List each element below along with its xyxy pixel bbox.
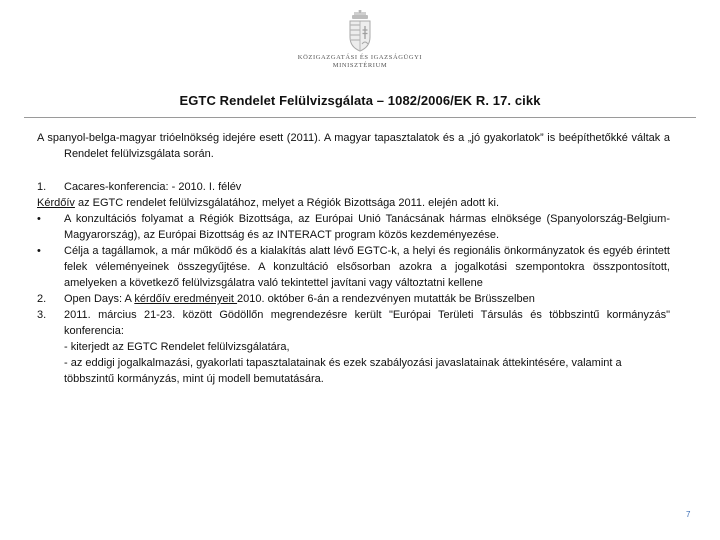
paragraph-gap — [37, 162, 670, 179]
bullet-item — [37, 243, 670, 291]
bullet-text: A konzultációs folyamat a Régiók Bizottsága, az Európai Unió Tanácsának hármas elnöksége (Spanyolország-Belgium-Magyarország), az Európai Bizottság és az INTERACT program közös kezdeményezése. — [64, 213, 670, 241]
list-item-text: Cacares-konferencia: - 2010. I. félév — [64, 181, 242, 193]
list-item-1 — [37, 179, 670, 195]
list-item-2 — [37, 291, 670, 307]
title-divider — [24, 117, 696, 118]
sub-item: - kiterjedt az EGTC Rendelet felülvizsgálatára, — [64, 341, 290, 353]
list-item-3 — [37, 307, 670, 339]
kerdoiv-text: az EGTC rendelet felülvizsgálatához, melyet a Régiók Bizottsága 2011. elején adott ki. — [74, 197, 500, 209]
ministry-logo — [292, 10, 428, 70]
kerdoiv-line — [37, 195, 670, 211]
ministry-name-line2: MINISZTÉRIUM — [332, 62, 388, 69]
results-link[interactable]: kérdőív eredményeit — [134, 293, 238, 305]
bullet-item — [37, 211, 670, 243]
intro-paragraph: A spanyol-belga-magyar trióelnökség idejére esett (2011). A magyar tapasztalatok és a „jó gyakorlatok” is beépíthetőkké váltak a Rendelet felülvizsgálata során. — [37, 132, 670, 160]
bullet-marker: • — [37, 213, 41, 225]
list-item-text — [64, 291, 670, 307]
slide-title: EGTC Rendelet Felülvizsgálata – 1082/2006/EK R. 17. cikk — [179, 93, 541, 108]
bullet-marker: • — [37, 245, 41, 257]
bullet-text: Célja a tagállamok, a már működő és a kialakítás alatt lévő EGTC-k, a helyi és regionális önkormányzatok és egyéb érintett felek véleményeinek összegyűjtése. A konzultáció elsősorban azokra a jogalkotási szempontokra összpontosított, amelyeken a következő felülvizsgálatra való tekintettel javítani vagy változtatni kellene — [64, 245, 670, 289]
open-days-text: Open Days: A — [64, 293, 135, 305]
page-number: 7 — [686, 510, 691, 519]
list-marker: 1. — [37, 181, 47, 193]
slide-content — [37, 130, 670, 387]
list-item-text: 2011. március 21-23. között Gödöllőn megrendezésre került "Európai Területi Társulás és többszintű kormányzás" konferencia: — [64, 309, 670, 337]
open-days-text-rest: 2010. október 6-án a rendezvényen mutatták be Brüsszelben — [237, 293, 535, 305]
kerdoiv-label: Kérdőív — [37, 197, 75, 209]
list-marker: 2. — [37, 293, 47, 305]
list-marker: 3. — [37, 309, 47, 321]
sub-item: - az eddigi jogalkalmazási, gyakorlati tapasztalatainak és ezek szabályozási javaslatainak áttekintésére, valamint a többszintű kormányzás, mint új modell bemutatására. — [64, 357, 622, 385]
ministry-name-line1: KÖZIGAZGATÁSI ÉS IGAZSÁGÜGYI — [297, 54, 423, 61]
coat-of-arms-icon — [343, 10, 377, 54]
